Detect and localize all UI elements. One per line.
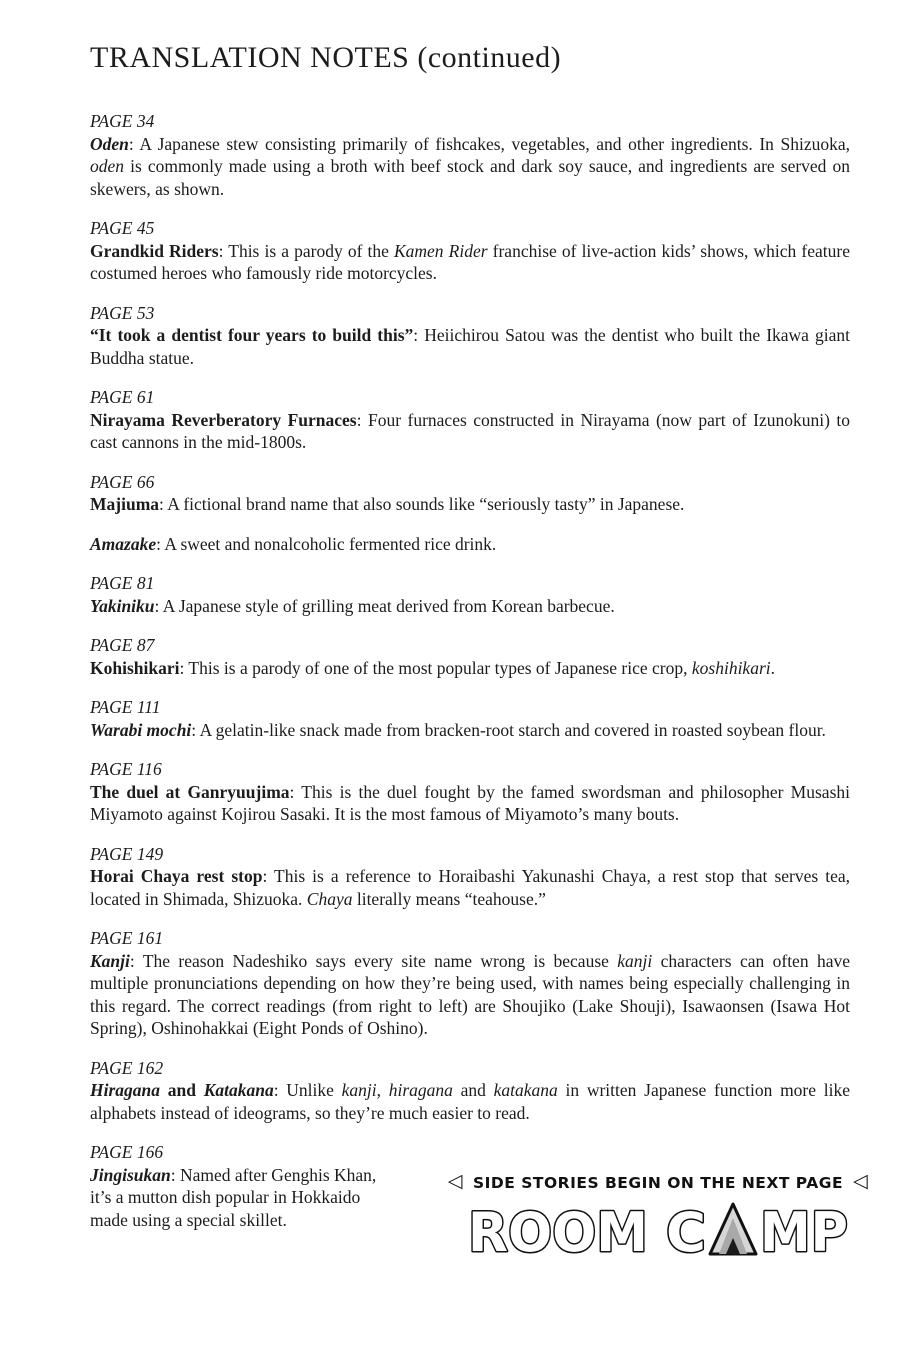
note-section xyxy=(90,1057,850,1125)
note-text: Nirayama Reverberatory Furnaces: Four furnaces constructed in Nirayama (now part of Izunokuni) to cast cannons in the mid-1800s. xyxy=(90,409,850,452)
room-camp-logo-svg xyxy=(466,1198,850,1262)
note-section xyxy=(90,471,850,516)
note-text: Grandkid Riders: This is a parody of the Kamen Rider franchise of live-action kids’ shows, which feature costumed heroes who famously ride motorcycles. xyxy=(90,240,850,283)
footer-block xyxy=(447,1170,869,1262)
note-text: Kanji: The reason Nadeshiko says every site name wrong is because kanji characters can often have multiple pronunciations depending on how they’re being used, with names being especially challenging in this regard. The correct readings (from right to left) are Shoujiko (Lake Shouji), Isawaonsen (Isawa Hot Spring), Oshinohakkai (Eight Ponds of Oshino). xyxy=(90,950,850,1038)
note-text: Amazake: A sweet and nonalcoholic fermented rice drink. xyxy=(90,533,497,554)
page-label: PAGE 161 xyxy=(90,928,164,948)
notes-list xyxy=(90,110,850,1124)
tent-icon xyxy=(710,1204,756,1254)
note-section xyxy=(90,843,850,911)
note-section xyxy=(90,696,850,741)
page-label: PAGE 45 xyxy=(90,218,155,238)
note-section xyxy=(90,758,850,826)
logo-word-room: ROOM xyxy=(468,1201,648,1262)
note-section xyxy=(90,1141,402,1231)
page-title: TRANSLATION NOTES (continued) xyxy=(90,41,562,74)
logo-letters-mp: MP xyxy=(760,1201,848,1262)
note-section xyxy=(90,217,850,285)
page-label: PAGE 149 xyxy=(90,843,164,864)
page-label: PAGE 162 xyxy=(90,1057,164,1078)
side-stories-text: SIDE STORIES BEGIN ON THE NEXT PAGE xyxy=(472,1173,844,1192)
page-label: PAGE 111 xyxy=(90,697,161,717)
side-stories-banner xyxy=(447,1170,869,1192)
note-text: Jingisukan: Named after Genghis Khan, it’s a mutton dish popular in Hokkaido made using a special skillet. xyxy=(90,1164,377,1230)
page-label: PAGE 66 xyxy=(90,471,155,492)
page-label: PAGE 81 xyxy=(90,573,155,593)
note-text: Kohishikari: This is a parody of one of the most popular types of Japanese rice crop, koshihikari. xyxy=(90,657,775,678)
note-text: The duel at Ganryuujima: This is the duel fought by the famed swordsman and philosopher Musashi Miyamoto against Kojirou Sasaki. It is the most famous of Miyamoto’s many bouts. xyxy=(90,781,850,824)
logo-letter-c: C xyxy=(666,1201,706,1262)
note-text: Majiuma: A fictional brand name that also sounds like “seriously tasty” in Japanese. xyxy=(90,494,685,514)
page-label: PAGE 87 xyxy=(90,635,155,655)
note-section xyxy=(90,302,850,370)
page-label: PAGE 34 xyxy=(90,111,155,131)
note-text: Oden: A Japanese stew consisting primarily of fishcakes, vegetables, and other ingredients. In Shizuoka, oden is commonly made using a broth with beef stock and dark soy sauce, and ingredients are served on skewers, as shown. xyxy=(90,133,850,199)
note-text: Yakiniku: A Japanese style of grilling meat derived from Korean barbecue. xyxy=(90,595,615,616)
note-text: Horai Chaya rest stop: This is a reference to Horaibashi Yakunashi Chaya, a rest stop that serves tea, located in Shimada, Shizuoka. Chaya literally means “teahouse.” xyxy=(90,866,850,909)
note-text: “It took a dentist four years to build this”: Heiichirou Satou was the dentist who built the Ikawa giant Buddha statue. xyxy=(90,325,850,368)
note-section xyxy=(90,572,850,617)
left-triangle-icon: ◁ xyxy=(447,1170,463,1192)
note-section xyxy=(90,386,850,454)
right-triangle-icon: ◁ xyxy=(853,1170,869,1192)
note-text: Hiragana and Katakana: Unlike kanji, hiragana and katakana in written Japanese function more like alphabets instead of ideograms, so they’re much easier to read. xyxy=(90,1080,850,1123)
room-camp-logo xyxy=(466,1198,850,1262)
page-label: PAGE 166 xyxy=(90,1142,164,1162)
page-label: PAGE 116 xyxy=(90,759,162,779)
bottom-row xyxy=(90,1141,869,1262)
note-section xyxy=(90,634,850,679)
page-label: PAGE 61 xyxy=(90,387,155,407)
note-section xyxy=(90,533,850,556)
note-section xyxy=(90,927,850,1040)
note-text: Warabi mochi: A gelatin-like snack made from bracken-root starch and covered in roasted soybean flour. xyxy=(90,719,826,740)
page-label: PAGE 53 xyxy=(90,302,155,323)
note-section xyxy=(90,110,850,200)
last-note-column xyxy=(90,1141,402,1248)
